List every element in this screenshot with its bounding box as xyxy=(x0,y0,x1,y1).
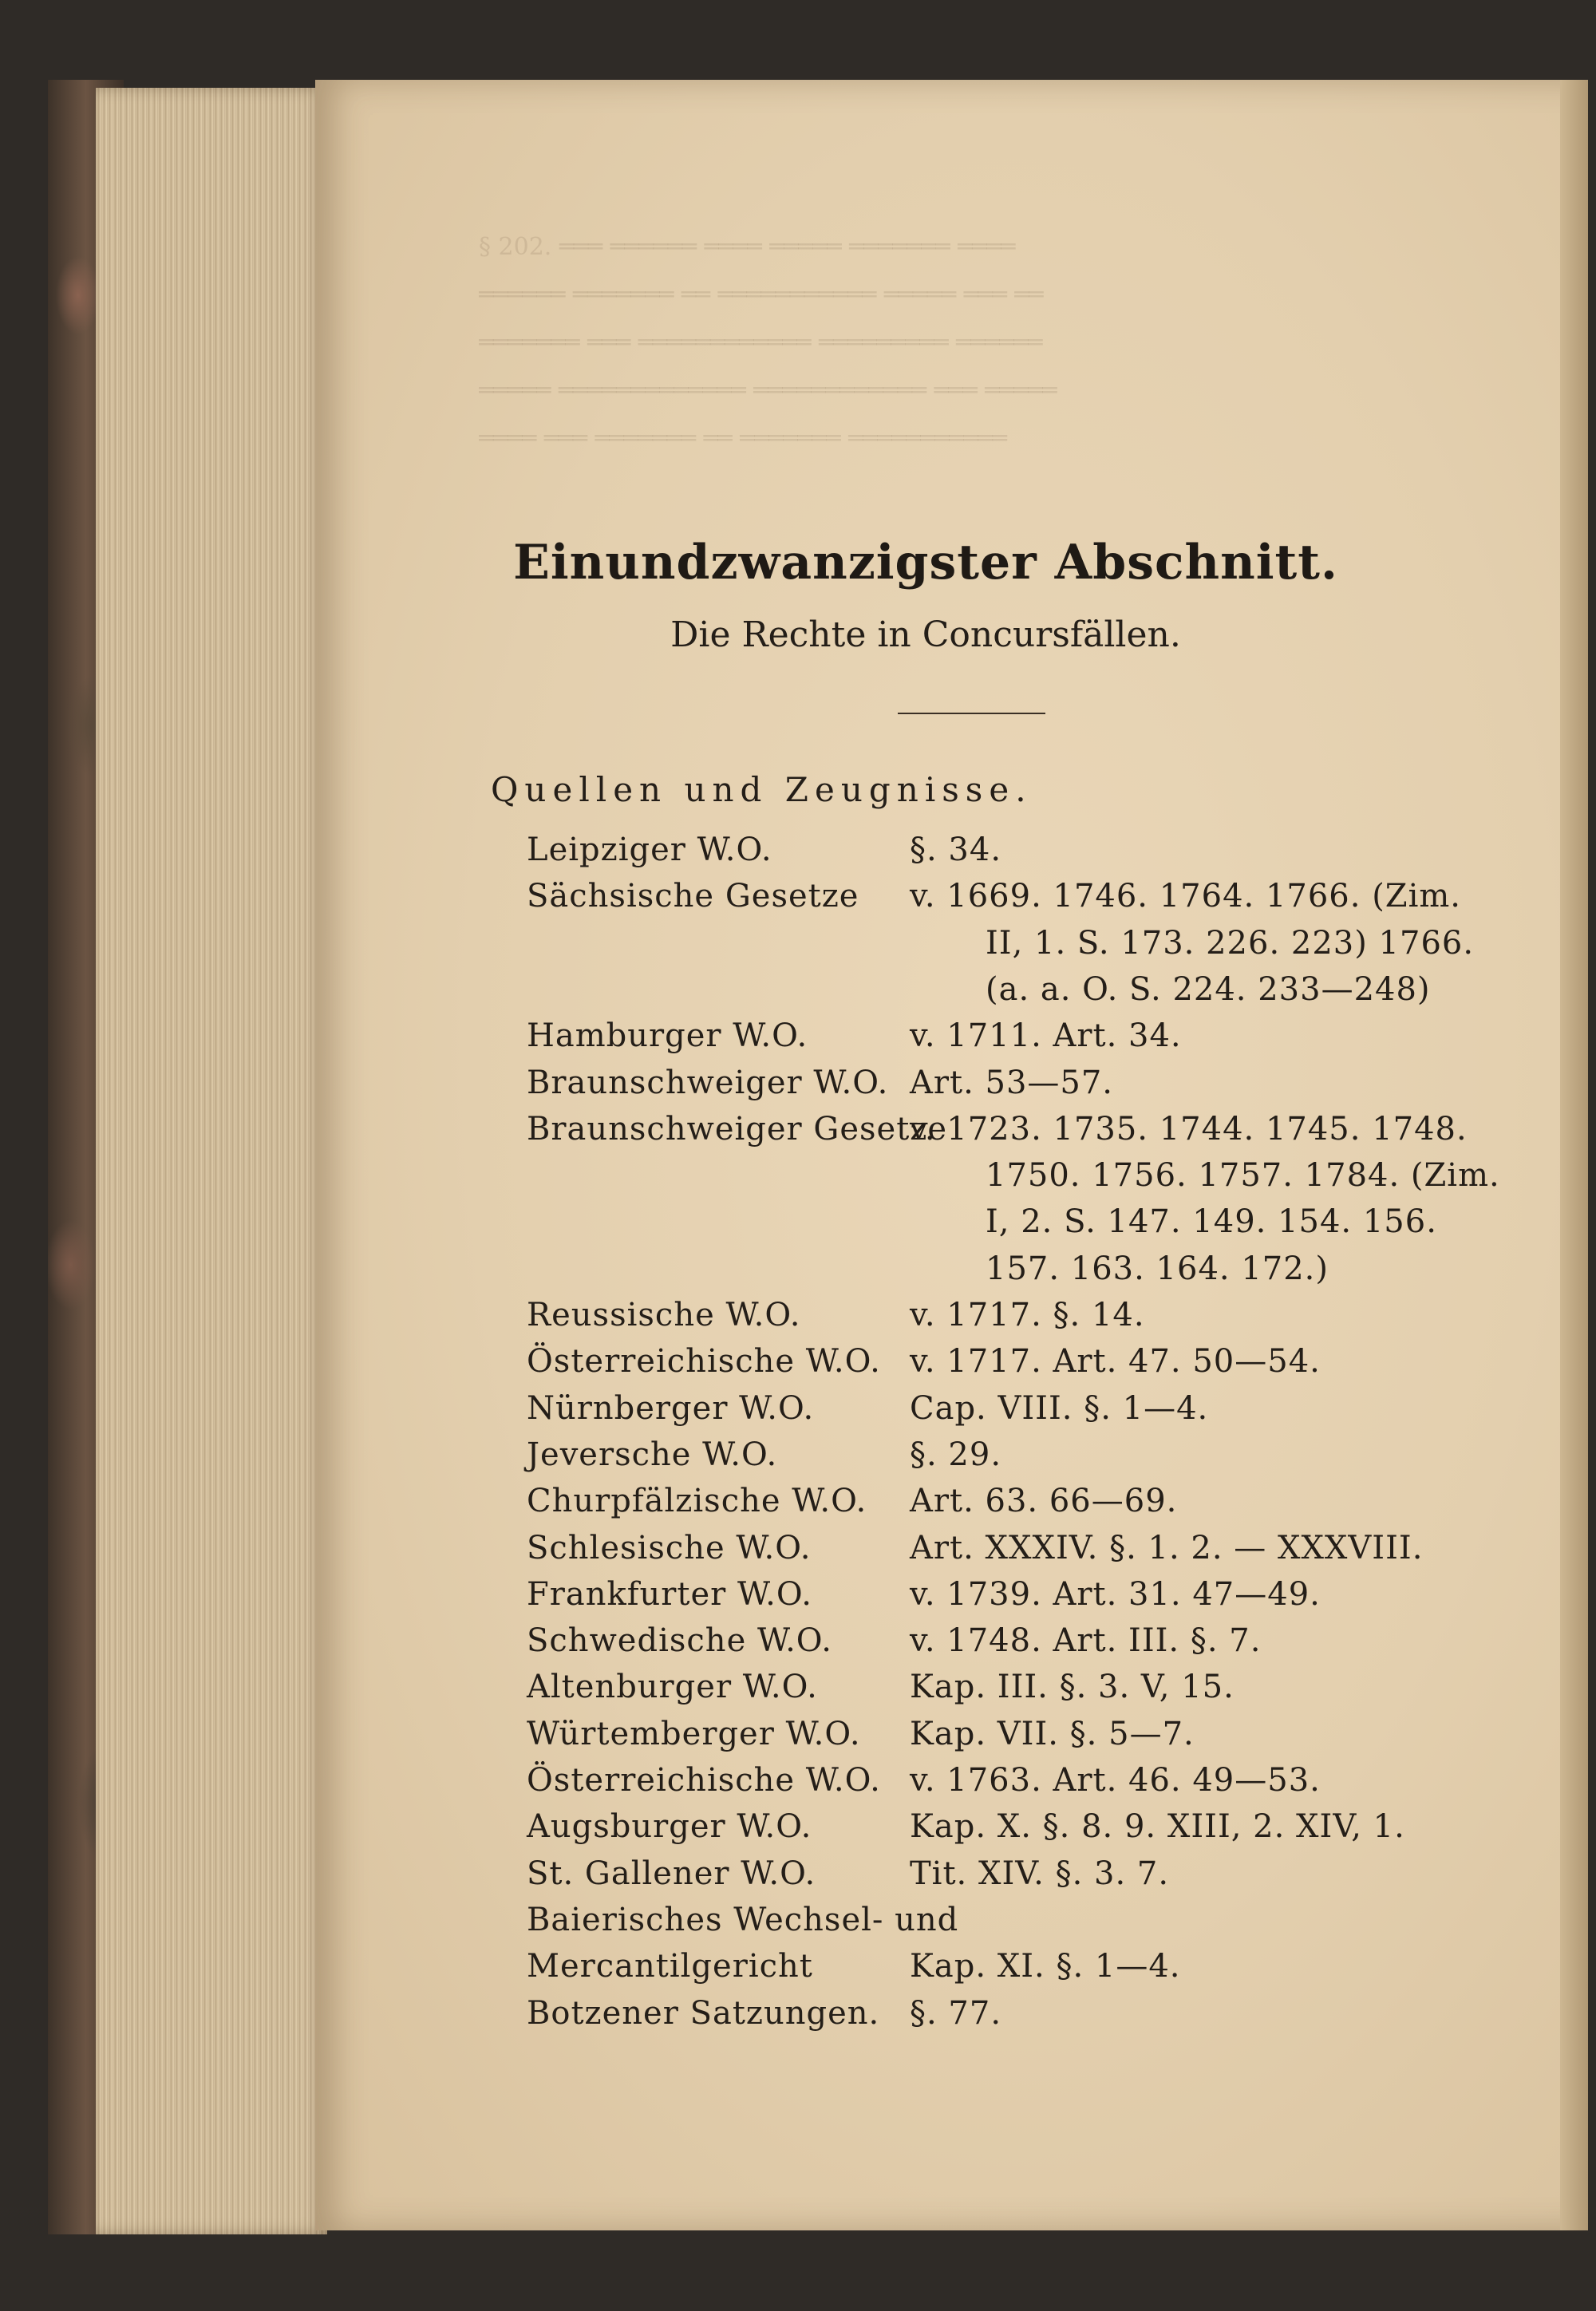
source-reference: v. 1669. 1746. 1764. 1766. (Zim. xyxy=(910,878,1462,915)
source-reference-continuation: (a. a. O. S. 224. 233—248) xyxy=(986,971,1431,1008)
source-reference: v. 1748. Art. III. §. 7. xyxy=(910,1622,1262,1659)
source-reference-continuation: I, 2. S. 147. 149. 154. 156. xyxy=(986,1203,1437,1240)
source-name: Reussische W.O. xyxy=(527,1297,801,1333)
source-name: Sächsische Gesetze xyxy=(527,878,859,915)
source-name: Österreichische W.O. xyxy=(527,1762,881,1799)
page-edges xyxy=(96,88,327,2234)
source-reference: v. 1717. Art. 47. 50—54. xyxy=(910,1343,1321,1380)
source-name: St. Gallener W.O. xyxy=(527,1855,816,1892)
source-reference: §. 29. xyxy=(910,1436,1002,1473)
section-heading: Einundzwanzigster Abschnitt. xyxy=(513,535,1338,591)
source-name: Altenburger W.O. xyxy=(527,1669,818,1705)
source-reference: Kap. III. §. 3. V, 15. xyxy=(910,1669,1235,1705)
source-reference: v. 1723. 1735. 1744. 1745. 1748. xyxy=(910,1111,1468,1148)
source-reference: v. 1739. Art. 31. 47—49. xyxy=(910,1576,1321,1613)
source-reference: §. 77. xyxy=(910,1995,1002,2032)
source-reference: Art. XXXIV. §. 1. 2. — XXXVIII. xyxy=(910,1530,1424,1566)
source-name: Schlesische W.O. xyxy=(527,1530,812,1566)
source-reference-continuation: 157. 163. 164. 172.) xyxy=(986,1250,1329,1287)
source-name: Hamburger W.O. xyxy=(527,1017,808,1054)
source-reference: §. 34. xyxy=(910,832,1002,868)
source-reference: Kap. XI. §. 1—4. xyxy=(910,1948,1181,1985)
source-reference: Kap. VII. §. 5—7. xyxy=(910,1716,1195,1752)
source-name: Braunschweiger W.O. xyxy=(527,1065,889,1101)
source-name: Baierisches Wechsel- und xyxy=(527,1902,959,1938)
bleed-through-text: § 202. ═══ ══════ ════ ═════ ═══════ ════ ══════ ═══════ ══ ═══════════ ═════ ═══ ══ ═══════ ═══ ════════════ ═════════ ══════ ═════ ═════════════ ════════════ ═══ ═════ ════ ═══ ═══════ ══ ═══════ ═══════════ xyxy=(479,233,1057,452)
source-reference: v. 1763. Art. 46. 49—53. xyxy=(910,1762,1321,1799)
source-name: Braunschweiger Gesetze xyxy=(527,1111,948,1148)
source-name: Frankfurter W.O. xyxy=(527,1576,812,1613)
page-edge-right xyxy=(1560,80,1588,2230)
source-reference-continuation: II, 1. S. 173. 226. 223) 1766. xyxy=(986,925,1475,962)
divider-rule xyxy=(898,713,1045,714)
source-reference: v. 1711. Art. 34. xyxy=(910,1017,1182,1054)
source-name: Leipziger W.O. xyxy=(527,832,772,868)
section-subheading: Die Rechte in Concursfällen. xyxy=(670,614,1181,655)
source-name: Botzener Satzungen. xyxy=(527,1995,880,2032)
source-name: Churpfälzische W.O. xyxy=(527,1483,867,1519)
source-reference: Cap. VIII. §. 1—4. xyxy=(910,1390,1209,1427)
sources-label: Quellen und Zeugnisse. xyxy=(491,770,1033,809)
source-reference: Art. 63. 66—69. xyxy=(910,1483,1178,1519)
source-reference: Kap. X. §. 8. 9. XIII, 2. XIV, 1. xyxy=(910,1808,1405,1845)
source-reference: v. 1717. §. 14. xyxy=(910,1297,1145,1333)
source-reference: Art. 53—57. xyxy=(910,1065,1114,1101)
source-reference-continuation: 1750. 1756. 1757. 1784. (Zim. xyxy=(986,1157,1500,1194)
source-reference: Tit. XIV. §. 3. 7. xyxy=(910,1855,1170,1892)
source-name: Schwedische W.O. xyxy=(527,1622,832,1659)
source-name: Würtemberger W.O. xyxy=(527,1716,861,1752)
source-name: Österreichische W.O. xyxy=(527,1343,881,1380)
source-name: Jeversche W.O. xyxy=(527,1436,778,1473)
source-name: Nürnberger W.O. xyxy=(527,1390,815,1427)
source-name: Augsburger W.O. xyxy=(527,1808,812,1845)
source-name: Mercantilgericht xyxy=(527,1948,813,1985)
